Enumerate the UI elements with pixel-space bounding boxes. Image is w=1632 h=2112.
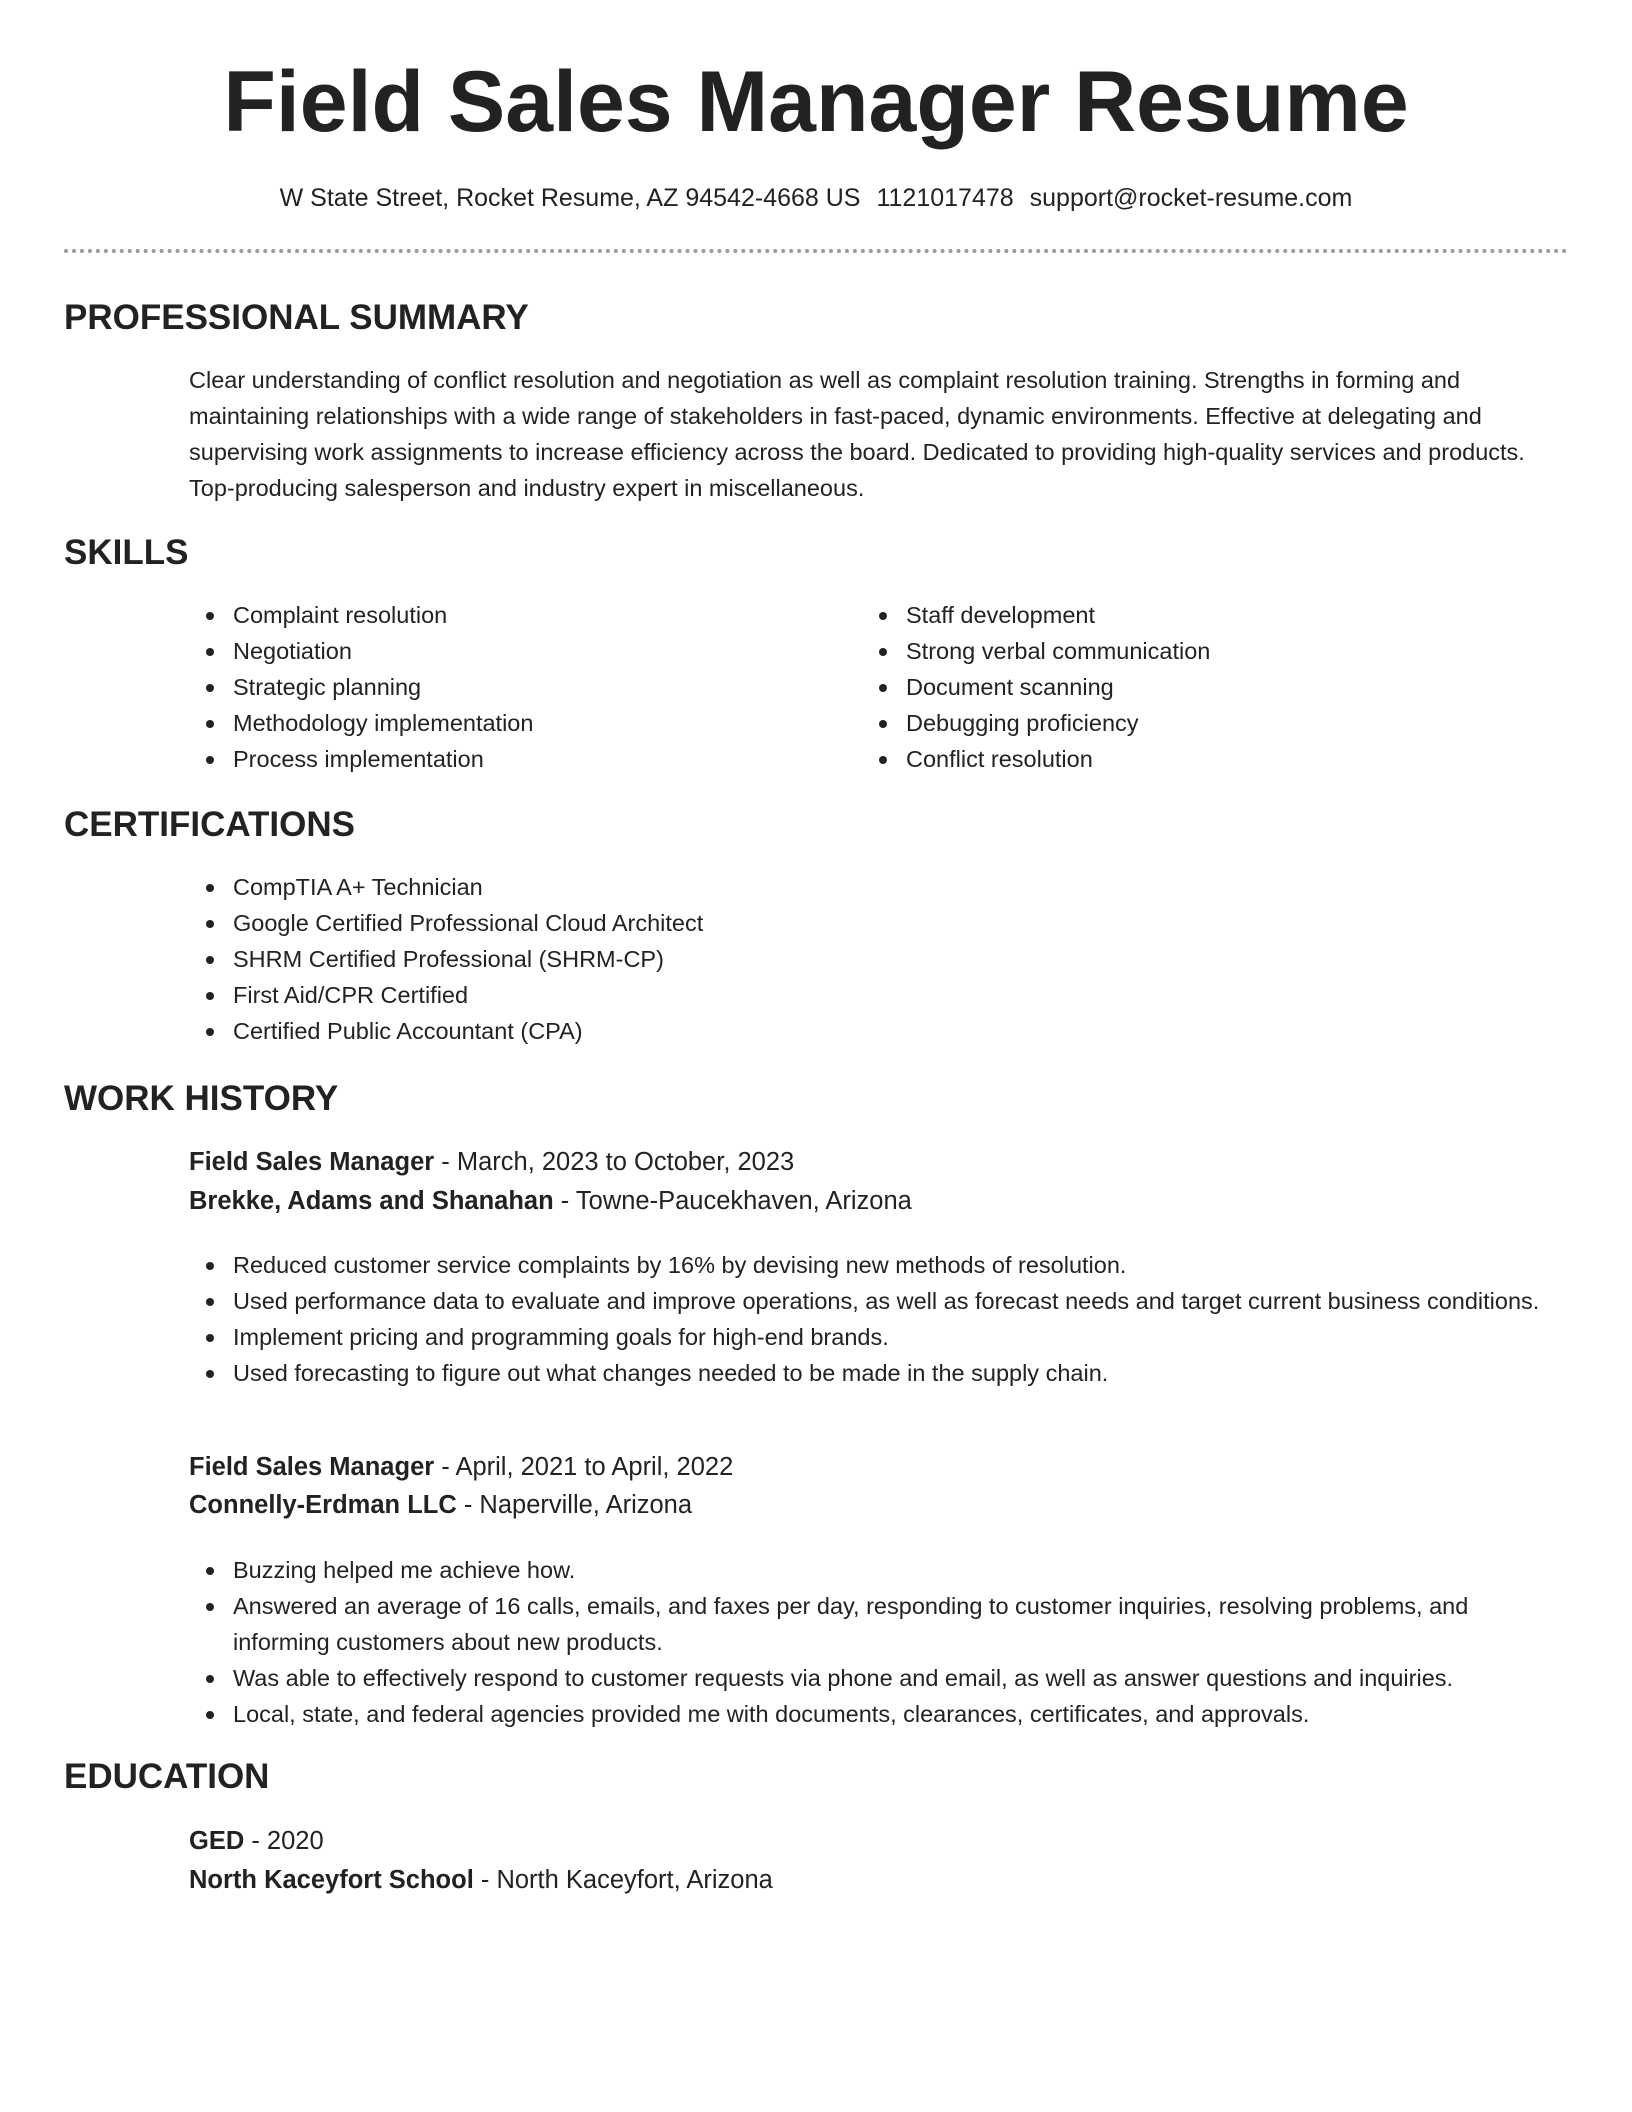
job-1-dates: - March, 2023 to October, 2023 <box>434 1148 795 1176</box>
certifications-list <box>189 869 1593 1049</box>
education-degree-line <box>189 1822 324 1860</box>
job-bullet: Used performance data to evaluate and improve operations, as well as forecast needs and target current business conditions. <box>233 1283 1569 1319</box>
job-1-title: Field Sales Manager <box>189 1148 435 1176</box>
job-1-title-line <box>189 1143 794 1181</box>
skill-item: Strategic planning <box>233 669 853 705</box>
job-2-bullets <box>189 1552 1569 1732</box>
contact-email[interactable]: support@rocket-resume.com <box>1029 184 1353 212</box>
job-bullet: Local, state, and federal agencies provided me with documents, clearances, certificates, and approvals. <box>233 1696 1569 1732</box>
education-location: - North Kaceyfort, Arizona <box>473 1866 773 1894</box>
skill-item: Debugging proficiency <box>906 705 1606 741</box>
contact-address: W State Street, Rocket Resume, AZ 94542-4668 US <box>279 184 861 212</box>
skill-item: Strong verbal communication <box>906 633 1606 669</box>
job-bullet: Used forecasting to figure out what changes needed to be made in the supply chain. <box>233 1355 1569 1391</box>
certification-item: CompTIA A+ Technician <box>233 869 1593 905</box>
job-2-title: Field Sales Manager <box>189 1453 435 1481</box>
job-1-company: Brekke, Adams and Shanahan <box>189 1187 554 1215</box>
certification-item: Google Certified Professional Cloud Architect <box>233 905 1593 941</box>
header-divider <box>64 249 1568 253</box>
skill-item: Methodology implementation <box>233 705 853 741</box>
job-1-bullets <box>189 1247 1569 1391</box>
job-1-location: - Towne-Paucekhaven, Arizona <box>553 1187 912 1215</box>
certification-item: First Aid/CPR Certified <box>233 977 1593 1013</box>
skills-list-left <box>189 597 853 777</box>
job-2-company-line <box>189 1486 692 1524</box>
education-degree: GED <box>189 1827 245 1855</box>
certifications-heading: CERTIFICATIONS <box>64 805 356 844</box>
skill-item: Document scanning <box>906 669 1606 705</box>
education-school: North Kaceyfort School <box>189 1866 474 1894</box>
job-bullet: Buzzing helped me achieve how. <box>233 1552 1569 1588</box>
certification-item: SHRM Certified Professional (SHRM-CP) <box>233 941 1593 977</box>
job-bullet: Reduced customer service complaints by 16% by devising new methods of resolution. <box>233 1247 1569 1283</box>
job-bullet: Implement pricing and programming goals for high-end brands. <box>233 1319 1569 1355</box>
resume-title: Field Sales Manager Resume <box>223 54 1409 150</box>
work-history-heading: WORK HISTORY <box>64 1079 339 1118</box>
contact-line <box>0 180 1632 216</box>
job-2-company: Connelly-Erdman LLC <box>189 1491 457 1519</box>
summary-text: Clear understanding of conflict resolution and negotiation as well as complaint resolution training. Strengths in forming and maintaining relationships with a wide range of stakeholders in fast-paced, dynamic environments. Effective at delegating and supervising work assignments to increase efficiency across the board. Dedicated to providing high-quality services and products. Top-producing salesperson and industry expert in miscellaneous. <box>189 367 1525 501</box>
education-year: - 2020 <box>244 1827 324 1855</box>
skill-item: Staff development <box>906 597 1606 633</box>
summary-heading: PROFESSIONAL SUMMARY <box>64 298 529 337</box>
skill-item: Complaint resolution <box>233 597 853 633</box>
job-bullet: Was able to effectively respond to customer requests via phone and email, as well as answer questions and inquiries. <box>233 1660 1569 1696</box>
skill-item: Negotiation <box>233 633 853 669</box>
contact-phone: 1121017478 <box>876 184 1014 212</box>
skills-list-right <box>862 597 1606 777</box>
education-school-line <box>189 1861 773 1899</box>
skill-item: Process implementation <box>233 741 853 777</box>
skills-heading: SKILLS <box>64 533 189 572</box>
job-2-location: - Naperville, Arizona <box>456 1491 693 1519</box>
job-2-title-line <box>189 1448 733 1486</box>
job-1-company-line <box>189 1182 912 1220</box>
job-bullet: Answered an average of 16 calls, emails, and faxes per day, responding to customer inquiries, resolving problems, and informing customers about new products. <box>233 1588 1569 1660</box>
certification-item: Certified Public Accountant (CPA) <box>233 1013 1593 1049</box>
education-heading: EDUCATION <box>64 1757 270 1796</box>
skill-item: Conflict resolution <box>906 741 1606 777</box>
job-2-dates: - April, 2021 to April, 2022 <box>434 1453 734 1481</box>
